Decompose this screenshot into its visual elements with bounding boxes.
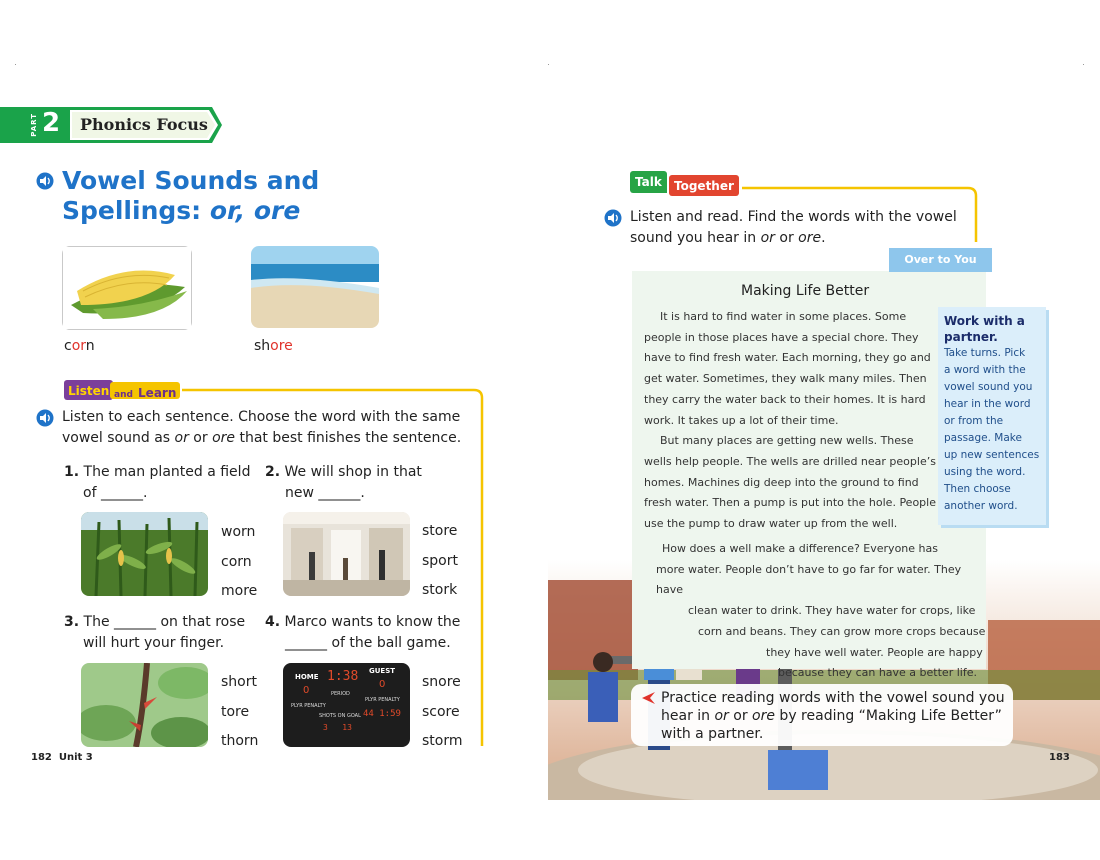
title-line-1: Vowel Sounds and — [62, 166, 320, 195]
listen-learn-tag-2: and Learn — [110, 382, 180, 399]
scoreboard-image: HOME GUEST 1:38 0 0 PERIOD PLYR PENALTY PLYR PENALTY SHOTS ON GOAL 44 1:59 3 13 — [283, 663, 410, 747]
story-body: It is hard to find water in some places. Some people in those places have a special chore. They have to find fresh water. Each morning, they go and get water. Sometimes, they walk many miles. Then they carry the water back to their homes. It is hard work. It takes up a lot of their time. But many places are getting new wells. These wells help people. The wells are drilled near people’s homes. Machines dig deep into the ground to find fresh water. Then a pump is put into the hole. People use the pump to draw water up from the well. — [644, 310, 936, 531]
left-page-footer — [31, 752, 93, 763]
part-number: 2 — [42, 108, 61, 138]
thorn-image — [81, 663, 208, 747]
choice-score[interactable]: score — [422, 703, 460, 720]
choice-short[interactable]: short — [221, 674, 257, 690]
audio-speaker-icon[interactable] — [36, 409, 54, 427]
question-3: 3. The ______ on that rose will hurt your finger. — [64, 614, 246, 651]
arrow-pointer-icon — [640, 690, 656, 706]
question-1: 1. The man planted a field of ______. — [64, 464, 251, 501]
question-2: 2. We will shop in that new ______. — [265, 464, 422, 501]
title-line-2: Spellings: or, ore — [62, 196, 301, 225]
listen-instruction: Listen to each sentence. Choose the word with the same vowel sound as or or ore that best finishes the sentence. — [62, 409, 462, 446]
shore-image — [251, 246, 379, 328]
choice-more[interactable]: more — [221, 583, 258, 599]
store-image — [283, 512, 410, 596]
choice-tore[interactable]: tore — [221, 703, 250, 720]
question-4: 4. Marco wants to know the ______ of the ball game. — [265, 614, 461, 651]
choice-store[interactable]: store — [422, 523, 458, 539]
audio-speaker-icon[interactable] — [36, 172, 54, 190]
choice-snore[interactable]: snore — [422, 674, 461, 690]
crop-mark — [548, 64, 549, 65]
page-number-left: 182 — [31, 752, 52, 763]
choice-worn[interactable]: worn — [221, 524, 256, 540]
choice-storm[interactable]: storm — [422, 733, 463, 749]
example-word-corn: corn — [64, 338, 95, 354]
story-body-2: How does a well make a difference? Everyone has more water. People don’t have to go far for water. They have clean water to drink. They have water for crops, like corn and beans. They can grow more crops because they have well water. People are happy because they can have a better life. — [656, 542, 986, 680]
corn-image — [62, 246, 192, 330]
unit-label: Unit 3 — [58, 752, 93, 763]
part-label: PART — [30, 113, 38, 137]
choice-stork[interactable]: stork — [422, 582, 458, 598]
page-number-right: 183 — [1049, 752, 1070, 763]
choice-thorn[interactable]: thorn — [221, 733, 259, 749]
story-title: Making Life Better — [741, 283, 870, 299]
over-to-you-tab: Over to You — [889, 248, 992, 272]
q4-choices — [422, 668, 463, 757]
cornfield-image — [81, 512, 208, 596]
q1-choices — [221, 518, 257, 607]
q2-choices — [422, 517, 458, 606]
listen-learn-tag: Listen — [64, 380, 113, 400]
talk-instruction: Listen and read. Find the words with the vowel sound you hear in or or ore. — [630, 209, 957, 246]
q3-choices — [221, 668, 258, 757]
practice-instruction: Practice reading words with the vowel sound you hear in or or ore by reading “Making Life Better” with a partner. — [661, 690, 1005, 742]
choice-sport[interactable]: sport — [422, 552, 458, 569]
talk-tag: Talk — [630, 171, 667, 193]
title-spellings: or, ore — [209, 196, 301, 225]
crop-mark — [15, 64, 16, 65]
example-word-shore: shore — [254, 338, 293, 354]
partner-note: Work with a partner. Take turns. Pick a word with the vowel sound you hear in the word or from the passage. Make up new sentences using the word. Then choose another word. — [938, 307, 1046, 525]
choice-corn[interactable]: corn — [221, 553, 252, 570]
banner-title: Phonics Focus — [80, 115, 208, 134]
page-title — [62, 166, 319, 226]
audio-speaker-icon[interactable] — [604, 209, 622, 227]
together-tag: Together — [669, 175, 739, 196]
crop-mark — [1083, 64, 1084, 65]
